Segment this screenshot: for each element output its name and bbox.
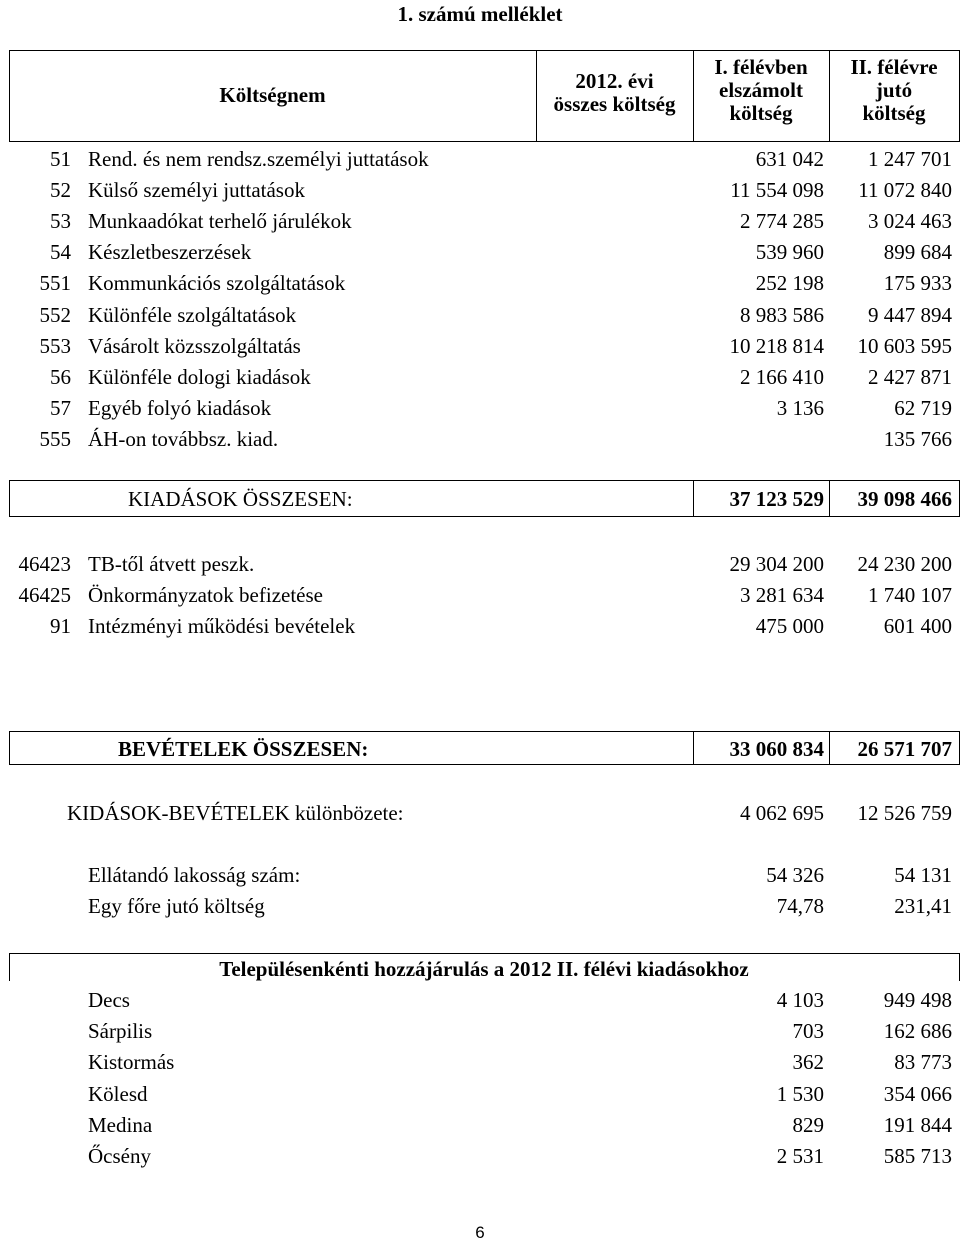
header-first-half: I. félévben elszámolt költség (714, 55, 808, 125)
row-name: Készletbeszerzések (88, 240, 252, 264)
row-first-half: 631 042 (755, 147, 824, 171)
expenses-total-label: KIADÁSOK ÖSSZESEN: (128, 487, 353, 511)
settlement-population: 703 (792, 1019, 824, 1043)
contribution-title: Településenkénti hozzájárulás a 2012 II. félévi kiadásokhoz (219, 957, 749, 981)
row-code: 555 (39, 427, 71, 451)
difference-label: KIDÁSOK-BEVÉTELEK különbözete: (67, 801, 404, 825)
row-name: Rend. és nem rendsz.személyi juttatások (88, 147, 429, 171)
settlement-name: Kölesd (88, 1082, 148, 1106)
row-second-half: 1 247 701 (868, 147, 952, 171)
row-name: Külső személyi juttatások (88, 178, 305, 202)
settlement-amount: 83 773 (894, 1050, 952, 1074)
settlement-population: 2 531 (776, 1144, 824, 1168)
row-code: 551 (39, 271, 71, 295)
settlement-amount: 354 066 (883, 1082, 952, 1106)
settlement-name: Decs (88, 988, 130, 1012)
row-code: 46423 (18, 552, 71, 576)
row-name: ÁH-on továbbsz. kiad. (88, 427, 279, 451)
revenues-total-h1: 33 060 834 (729, 737, 824, 761)
settlement-name: Medina (88, 1113, 153, 1137)
row-second-half: 3 024 463 (868, 209, 952, 233)
row-second-half: 601 400 (883, 614, 952, 638)
row-second-half: 135 766 (883, 427, 952, 451)
row-first-half: 3 281 634 (740, 583, 824, 607)
settlement-name: Őcsény (88, 1144, 151, 1168)
row-name: TB-től átvett peszk. (88, 552, 255, 576)
population-label: Ellátandó lakosság szám: (88, 863, 301, 887)
row-code: 53 (50, 209, 71, 233)
expenses-total-h2: 39 098 466 (857, 487, 952, 511)
difference-h2: 12 526 759 (857, 801, 952, 825)
page-title: 1. számú melléklet (397, 2, 563, 26)
row-name: Önkormányzatok befizetése (88, 583, 323, 607)
settlement-population: 829 (792, 1113, 824, 1137)
row-first-half: 252 198 (755, 271, 824, 295)
settlement-population: 1 530 (776, 1082, 824, 1106)
revenues-total-h2: 26 571 707 (857, 737, 952, 761)
settlement-name: Sárpilis (88, 1019, 153, 1043)
header-second-half: II. félévre jutó költség (850, 55, 938, 125)
revenues-total-label: BEVÉTELEK ÖSSZESEN: (118, 737, 369, 761)
row-second-half: 175 933 (883, 271, 952, 295)
header-annual-total: 2012. évi összes költség (553, 69, 676, 116)
per-capita-h1: 74,78 (776, 894, 824, 918)
row-second-half: 1 740 107 (868, 583, 952, 607)
row-first-half: 8 983 586 (740, 303, 824, 327)
row-second-half: 10 603 595 (857, 334, 952, 358)
row-code: 57 (50, 396, 71, 420)
row-name: Intézményi működési bevételek (88, 614, 356, 638)
expenses-total-h1: 37 123 529 (729, 487, 824, 511)
population-h2: 54 131 (894, 863, 952, 887)
row-name: Munkaadókat terhelő járulékok (88, 209, 352, 233)
row-name: Vásárolt közsszolgáltatás (88, 334, 301, 358)
row-first-half: 3 136 (776, 396, 824, 420)
row-name: Egyéb folyó kiadások (88, 396, 272, 420)
row-first-half: 539 960 (755, 240, 824, 264)
row-code: 51 (50, 147, 71, 171)
row-code: 56 (50, 365, 71, 389)
row-code: 91 (50, 614, 71, 638)
row-first-half: 2 774 285 (740, 209, 824, 233)
header-cost-type: Költségnem (219, 83, 326, 107)
per-capita-label: Egy főre jutó költség (88, 894, 265, 918)
row-first-half: 11 554 098 (730, 178, 824, 202)
row-code: 46425 (18, 583, 71, 607)
settlement-amount: 191 844 (883, 1113, 952, 1137)
page-number: 6 (475, 1223, 485, 1242)
row-first-half: 2 166 410 (740, 365, 824, 389)
row-name: Különféle dologi kiadások (88, 365, 311, 389)
settlement-amount: 162 686 (883, 1019, 952, 1043)
row-second-half: 899 684 (883, 240, 952, 264)
settlement-population: 4 103 (776, 988, 824, 1012)
row-second-half: 2 427 871 (868, 365, 952, 389)
row-name: Különféle szolgáltatások (88, 303, 297, 327)
row-second-half: 11 072 840 (858, 178, 952, 202)
row-code: 552 (39, 303, 71, 327)
row-code: 54 (50, 240, 71, 264)
row-code: 553 (39, 334, 71, 358)
row-second-half: 24 230 200 (857, 552, 952, 576)
row-first-half: 29 304 200 (729, 552, 824, 576)
settlement-name: Kistormás (88, 1050, 175, 1074)
row-first-half: 10 218 814 (729, 334, 824, 358)
row-first-half: 475 000 (755, 614, 824, 638)
row-name: Kommunkációs szolgáltatások (88, 271, 346, 295)
row-second-half: 62 719 (894, 396, 952, 420)
per-capita-h2: 231,41 (894, 894, 952, 918)
row-code: 52 (50, 178, 71, 202)
difference-h1: 4 062 695 (740, 801, 824, 825)
row-second-half: 9 447 894 (868, 303, 952, 327)
settlement-amount: 585 713 (883, 1144, 952, 1168)
settlement-population: 362 (792, 1050, 824, 1074)
population-h1: 54 326 (766, 863, 824, 887)
settlement-amount: 949 498 (883, 988, 952, 1012)
